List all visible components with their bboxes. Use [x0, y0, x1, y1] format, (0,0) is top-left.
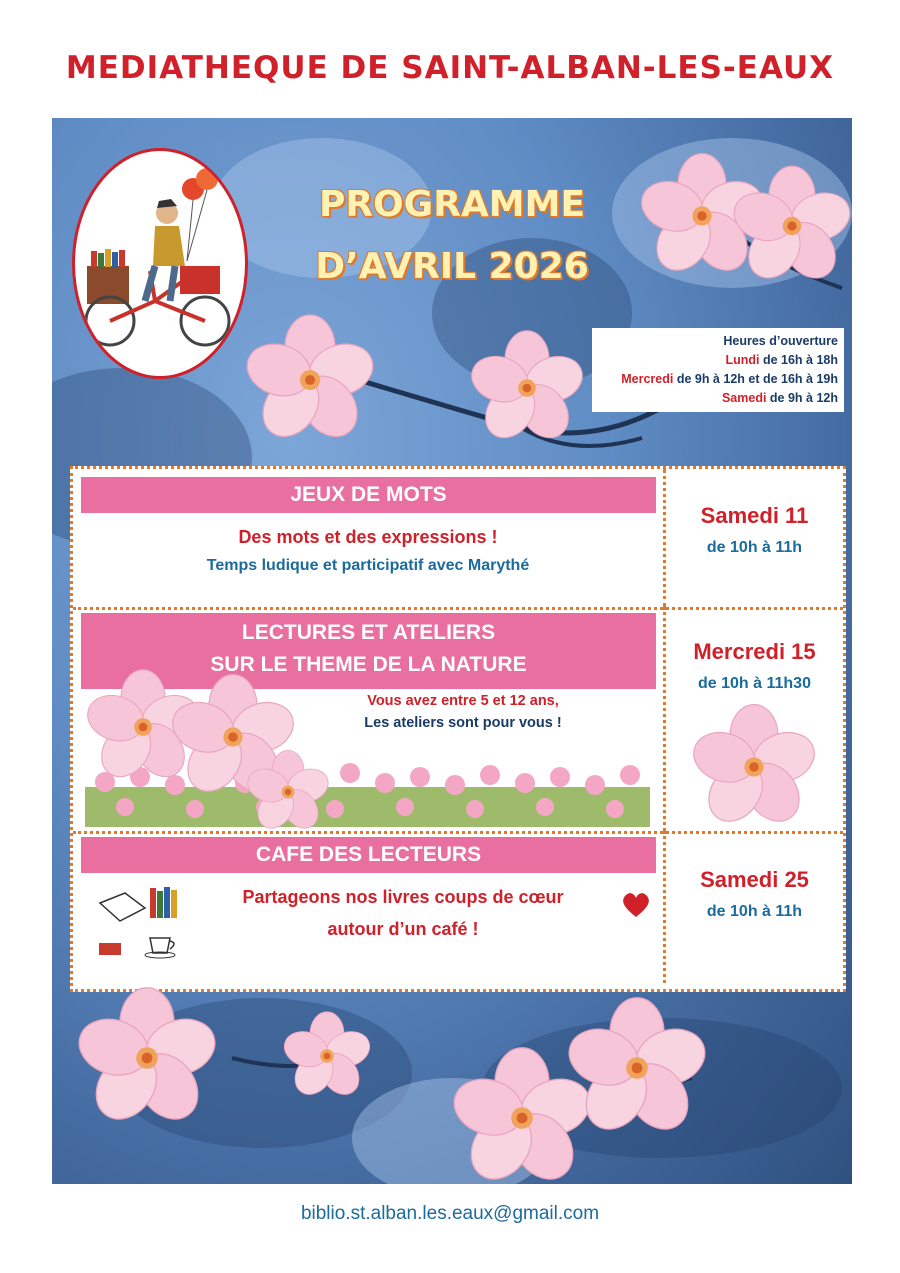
poster-background — [52, 118, 852, 1184]
blossom-decoration — [147, 1058, 148, 1059]
event-time: de 10h à 11h — [706, 539, 803, 556]
cycling-reader-logo — [72, 148, 248, 379]
programme-title-line1: PROGRAMME — [318, 184, 586, 225]
event-row-lectures-ateliers — [73, 607, 843, 834]
event-title: JEUX DE MOTS — [81, 477, 656, 513]
opening-hours-title: Heures d’ouverture — [723, 334, 838, 348]
event-title — [81, 613, 656, 689]
contact-email[interactable]: biblio.st.alban.les.eaux@gmail.com — [300, 1203, 600, 1224]
event-line2: Les ateliers sont pour vous ! — [364, 715, 562, 731]
blossom-decoration — [792, 226, 793, 227]
event-title-line1: LECTURES ET ATELIERS — [241, 621, 496, 644]
event-day: Mercredi 15 — [693, 639, 816, 664]
blossom-decoration — [522, 1118, 523, 1119]
event-line2: Temps ludique et participatif avec Marythé — [206, 557, 530, 574]
event-line1: Vous avez entre 5 et 12 ans, — [367, 693, 559, 709]
hours-row-saturday: Samedi de 9h à 12h — [721, 391, 838, 405]
hours-row-wednesday: Mercredi de 9h à 12h et de 16h à 19h — [621, 372, 838, 386]
programme-title-line2: D’AVRIL 2026 — [315, 246, 589, 287]
event-time: de 10h à 11h — [706, 903, 803, 920]
event-title: CAFE DES LECTEURS — [81, 837, 656, 873]
blossom-decoration — [310, 380, 311, 381]
opening-hours-box — [592, 328, 844, 412]
event-row-jeux-de-mots — [73, 469, 843, 610]
event-day: Samedi 11 — [700, 503, 809, 528]
event-title-line2: SUR LE THEME DE LA NATURE — [210, 653, 527, 676]
event-row-cafe-lecteurs — [73, 831, 843, 983]
blossom-decoration — [527, 388, 528, 389]
blossom-decoration — [702, 216, 703, 217]
event-line2: autour d’un café ! — [327, 919, 479, 939]
blossom-decoration — [637, 1068, 638, 1069]
blossom-decoration — [327, 1056, 328, 1057]
event-line1: Partageons nos livres coups de cœur — [242, 887, 564, 907]
page-title: MEDIATHEQUE DE SAINT-ALBAN-LES-EAUX — [65, 50, 835, 86]
hours-row-monday: Lundi de 16h à 18h — [725, 353, 838, 367]
blossom-decoration — [143, 727, 144, 728]
heart-icon — [621, 891, 651, 919]
event-time: de 10h à 11h30 — [698, 675, 811, 692]
blossom-decoration — [233, 737, 234, 738]
blossom-decoration — [288, 792, 289, 793]
blossom-decoration — [754, 767, 755, 768]
event-day: Samedi 25 — [700, 867, 809, 892]
events-table — [70, 466, 846, 992]
coffee-books-icon — [95, 883, 190, 963]
event-line1: Des mots et des expressions ! — [238, 527, 498, 547]
